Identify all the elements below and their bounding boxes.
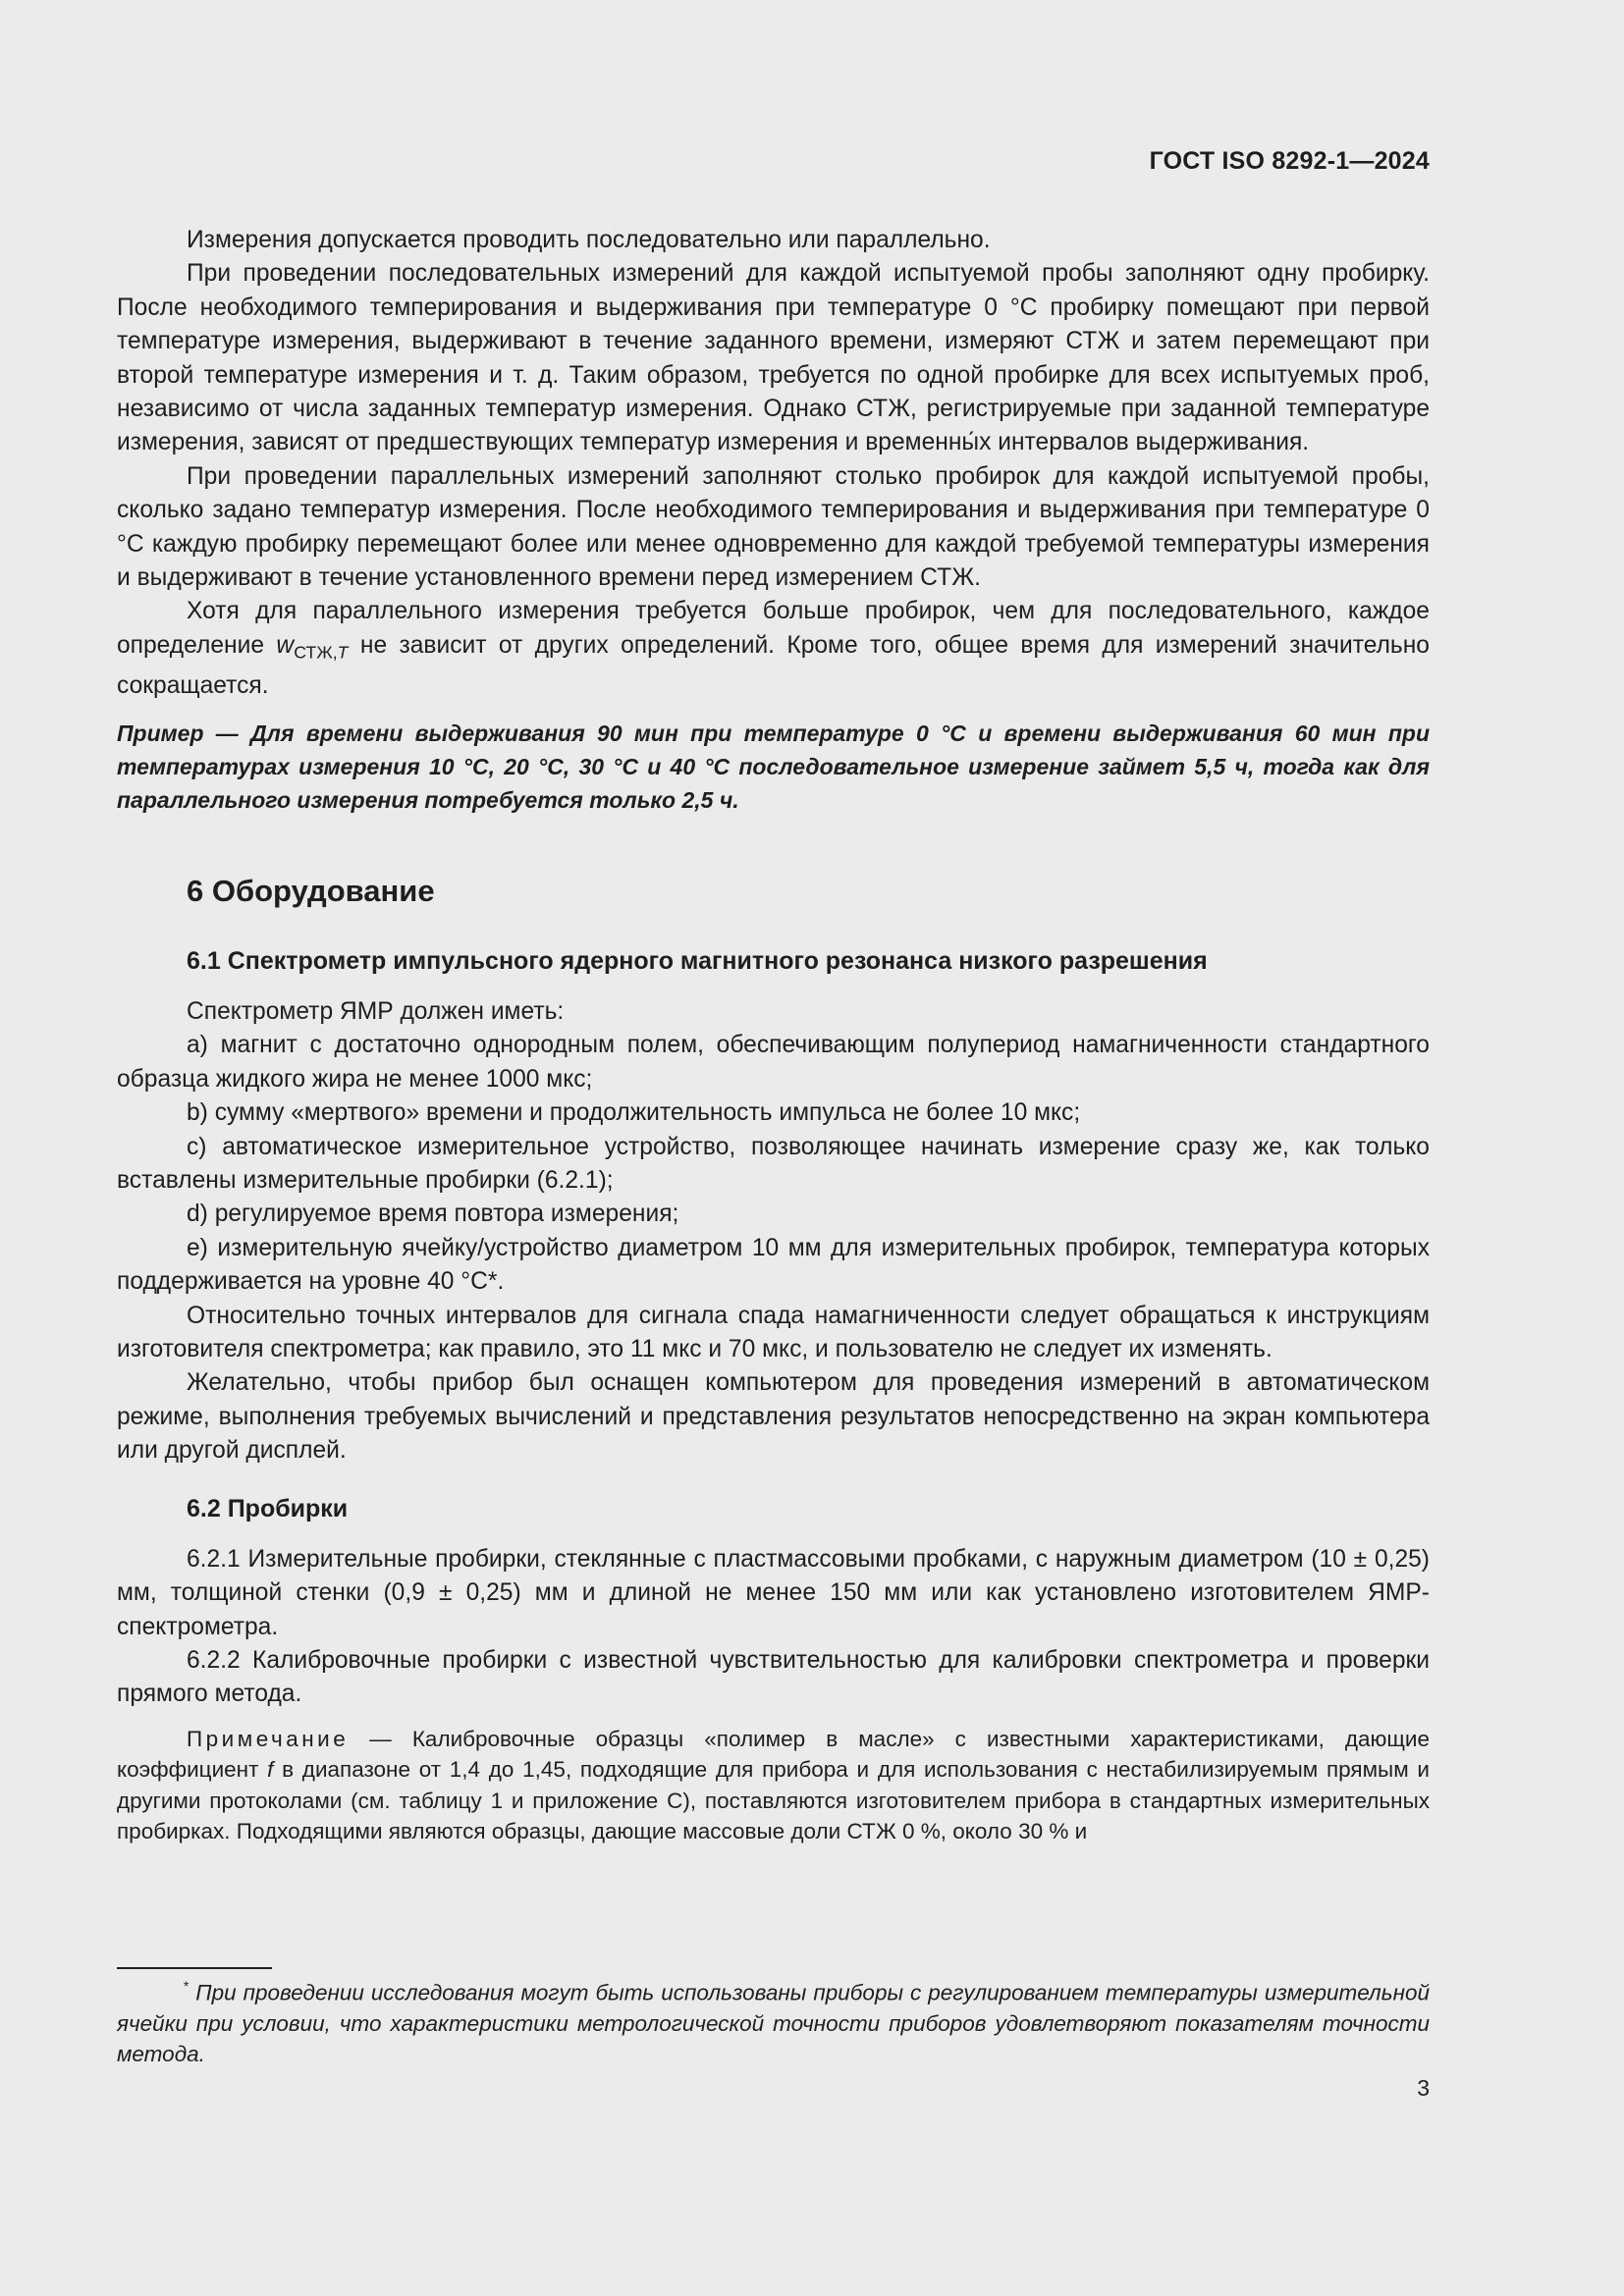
intro-paragraph-2: При проведении последовательных измерений для каждой испытуемой пробы заполняют одну пробирку. После необходимого темперирования и выдерживания при температуре 0 °С пробирку помещают при первой температуре измерения, выдерживают в течение заданного времени, измеряют СТЖ и затем перемещают при второй температуре измерения и т. д. Таким образом, требуется по одной пробирке для всех испытуемых проб, независимо от числа заданных температур измерения. Однако СТЖ, регистрируемые при заданной температуре измерения, зависят от предшествующих температур измерения и временны́х интервалов выдерживания. [117,260,1430,456]
footnote-mark: * [184,1979,189,1994]
clause-6-2-1: 6.2.1 Измерительные пробирки, стеклянные с пластмассовыми пробками, с наружным диаметром (10 ± 0,25) мм, толщиной стенки (0,9 ± 0,25) мм и длиной не менее 150 мм или как установлено изготовителем ЯМР-спектрометра. [117,1545,1430,1640]
clause-6-2-2: 6.2.2 Калибровочные пробирки с известной чувствительностью для калибровки спектрометра и проверки прямого метода. [117,1646,1430,1708]
parallel-text-after: не зависит от других определений. Кроме того, общее время для измерений значительно сокращается. [117,631,1430,699]
page-content [117,224,1430,1847]
document-header: ГОСТ ISO 8292-1—2024 [1149,147,1430,175]
computer-paragraph: Желательно, чтобы прибор был оснащен компьютером для проведения измерений в автоматическом режиме, выполнения требуемых вычислений и представления результатов непосредственно на экран компьютера или другой дисплей. [117,1369,1430,1465]
mass-fraction-symbol: w [276,631,295,659]
parallel-text-before: Хотя для параллельного измерения требуется больше пробирок, чем для последовательного, каждое определение [117,598,1430,659]
note-text-after: в диапазоне от 1,4 до 1,45, подходящие для прибора и для использования с нестабилизируемым прямым и другими протоколами (см. таблицу 1 и приложение С), поставляются изготовителем прибора в стандартных измерительных пробирках. Подходящими являются образцы, дающие массовые доли СТЖ 0 %, около 30 % и [117,1757,1430,1844]
section-6-1-heading: 6.1 Спектрометр импульсного ядерного магнитного резонанса низкого разрешения [187,947,1208,975]
note-label: Примечание [187,1726,350,1751]
requirement-item-a: a) магнит с достаточно однородным полем, обеспечивающим полупериод намагниченности стандартного образца жидкого жира не менее 1000 мкс; [117,1032,1430,1093]
requirement-item-b: b) сумму «мертвого» времени и продолжительность импульса не более 10 мкс; [187,1099,1081,1127]
note-text-before: — Калибровочные образцы «полимер в масле» с известными характеристиками, дающие коэффициент [117,1726,1430,1783]
note-paragraph [117,1724,1430,1847]
footnote-text: При проведении исследования могут быть использованы приборы с регулированием температуры измерительной ячейки при условии, что характеристики метрологической точности приборов удовлетворяют показателям точности метода. [117,1980,1430,2067]
footnote-divider [117,1967,272,1969]
intro-paragraph-3: При проведении параллельных измерений заполняют столько пробирок для каждой испытуемой пробы, сколько задано температур измерения. После необходимого темперирования и выдерживания при температуре 0 °С каждую пробирку перемещают более или менее одновременно для каждой требуемой температуры измерения и выдерживают в течение установленного времени перед измерением СТЖ. [117,462,1430,592]
intro-paragraph-1: Измерения допускается проводить последовательно или параллельно. [187,227,991,253]
coefficient-symbol: f [267,1757,274,1783]
parallel-measurement-paragraph [117,595,1430,703]
footnote [117,1971,1430,2070]
intervals-paragraph: Относительно точных интервалов для сигнала спада намагниченности следует обращаться к инструкциям изготовителя спектрометра; как правило, это 11 мкс и 70 мкс, и пользователю не следует их изменять. [117,1302,1430,1363]
section-6-heading: 6 Оборудование [187,874,435,908]
page-number: 3 [1417,2075,1430,2101]
spectrometer-lead: Спектрометр ЯМР должен иметь: [187,998,565,1025]
requirement-item-c: c) автоматическое измерительное устройство, позволяющее начинать измерение сразу же, как только вставлены измерительные пробирки (6.2.1); [117,1133,1430,1195]
mass-fraction-subscript: СТЖ,T [294,642,349,663]
requirement-item-e: e) измерительную ячейку/устройство диаметром 10 мм для измерительных пробирок, температура которых поддерживается на уровне 40 °С*. [117,1234,1430,1296]
requirement-item-d: d) регулируемое время повтора измерения; [187,1201,679,1228]
example-block: Пример — Для времени выдерживания 90 мин при температуре 0 °С и времени выдерживания 60 мин при температурах измерения 10 °С, 20 °С, 30 °С и 40 °С последовательное измерение займет 5,5 ч, тогда как для параллельного измерения потребуется только 2,5 ч. [117,721,1430,813]
section-6-2-heading: 6.2 Пробирки [187,1494,349,1522]
